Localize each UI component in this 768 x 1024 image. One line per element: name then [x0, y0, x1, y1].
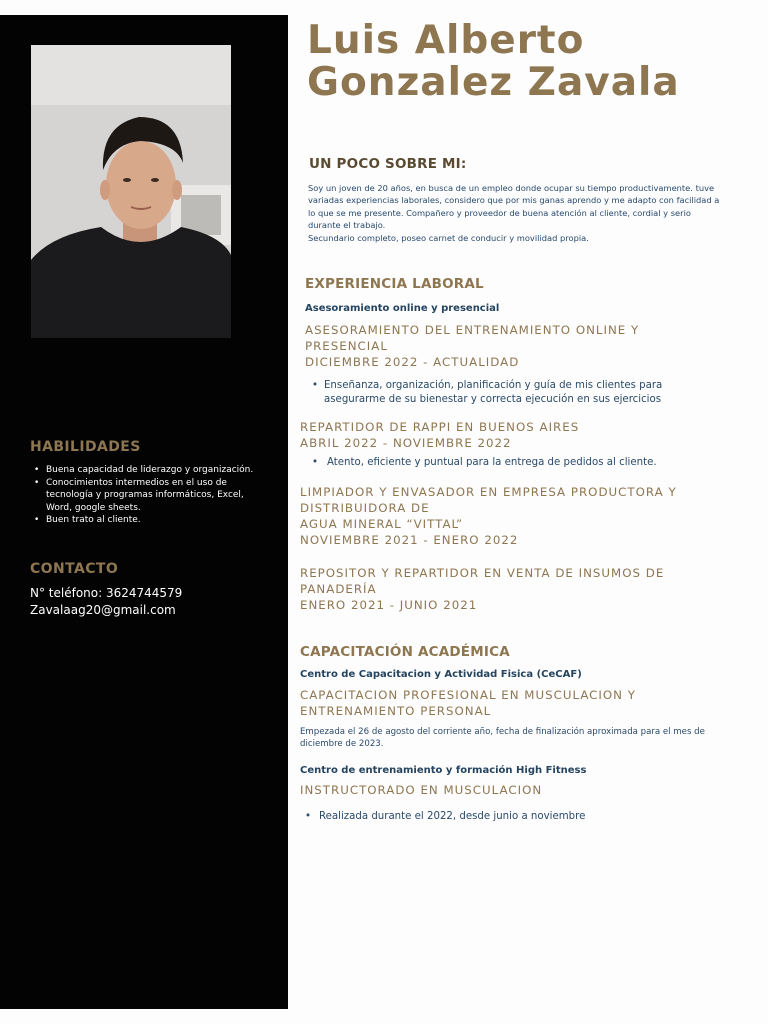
job-title: REPARTIDOR DE RAPPI EN BUENOS AIRES — [300, 420, 580, 434]
about-text — [308, 182, 720, 244]
about-paragraph-2: Secundario completo, poseo carnet de conducir y movilidad propia. — [308, 232, 589, 243]
name-line-2: Gonzalez Zavala — [307, 60, 680, 105]
bullet-dot: • — [305, 811, 312, 822]
contact-heading: CONTACTO — [30, 561, 119, 577]
job-title: REPOSITOR Y REPARTIDOR EN VENTA DE INSUMOS DE PANADERÍA — [300, 566, 665, 596]
course-note: Empezada el 26 de agosto del corriente año, fecha de finalización aproximada para el mes de diciembre de 2023. — [300, 727, 705, 749]
email-address[interactable]: Zavalaag20@gmail.com — [30, 603, 176, 617]
skill-item: • Conocimientos intermedios en el uso de tecnología y programas informáticos, Excel, Word, google sheets. — [30, 477, 270, 515]
skills-heading: HABILIDADES — [30, 439, 141, 455]
institution-name: Centro de Capacitacion y Actividad Fisica (CeCAF) — [300, 669, 582, 680]
course-bullet-text: Realizada durante el 2022, desde junio a noviembre — [319, 811, 586, 822]
skill-item: • Buen trato al cliente. — [30, 514, 270, 527]
job-title-line-2: AGUA MINERAL “VITTAL” — [300, 517, 464, 531]
full-name — [307, 20, 747, 104]
course-bullet — [305, 810, 705, 824]
job-dates: ENERO 2021 - JUNIO 2021 — [300, 598, 478, 612]
job-dates: ABRIL 2022 - NOVIEMBRE 2022 — [300, 436, 512, 450]
institution-name: Centro de entrenamiento y formación High Fitness — [300, 765, 587, 776]
job-bullet — [312, 379, 707, 407]
job-bullet — [312, 456, 707, 470]
name-line-1: Luis Alberto — [307, 18, 585, 63]
about-paragraph: Soy un joven de 20 años, en busca de un empleo donde ocupar su tiempo productivamente. tuve variadas experiencias laborales, considero que por mis ganas aprendo y me adapto con facilidad a lo que se me presente. Compañero y proveedor de buena atención al cliente, cordial y serio durante el trabajo. — [308, 183, 720, 231]
course-title: INSTRUCTORADO EN MUSCULACION — [300, 783, 543, 797]
job-title: ASESORAMIENTO DEL ENTRENAMIENTO ONLINE Y PRESENCIAL — [305, 323, 640, 353]
job-dates: DICIEMBRE 2022 - ACTUALIDAD — [305, 355, 520, 369]
skills-list — [30, 464, 270, 527]
skill-item: • Buena capacidad de liderazgo y organización. — [30, 464, 270, 477]
job-bullet-text: Enseñanza, organización, planificación y guía de mis clientes para asegurarme de su bienestar y correcta ejecución en sus ejercicios — [324, 380, 663, 405]
job-dates: NOVIEMBRE 2021 - ENERO 2022 — [300, 533, 519, 547]
experience-heading: EXPERIENCIA LABORAL — [305, 276, 484, 292]
phone-number: N° teléfono: 3624744579 — [30, 586, 183, 600]
job-title: LIMPIADOR Y ENVASADOR EN EMPRESA PRODUCTORA Y DISTRIBUIDORA DE — [300, 485, 677, 515]
job-subtitle: Asesoramiento online y presencial — [305, 303, 500, 314]
job-bullet-text: Atento, eficiente y puntual para la entrega de pedidos al cliente. — [327, 457, 657, 468]
profile-photo-image — [31, 45, 231, 338]
education-heading: CAPACITACIÓN ACADÉMICA — [300, 644, 510, 660]
course-title: CAPACITACION PROFESIONAL EN MUSCULACION Y ENTRENAMIENTO PERSONAL — [300, 688, 636, 718]
about-heading: UN POCO SOBRE MI: — [309, 156, 467, 172]
bullet-dot: • — [312, 380, 319, 391]
profile-photo — [31, 45, 231, 338]
bullet-dot: • — [312, 457, 319, 468]
